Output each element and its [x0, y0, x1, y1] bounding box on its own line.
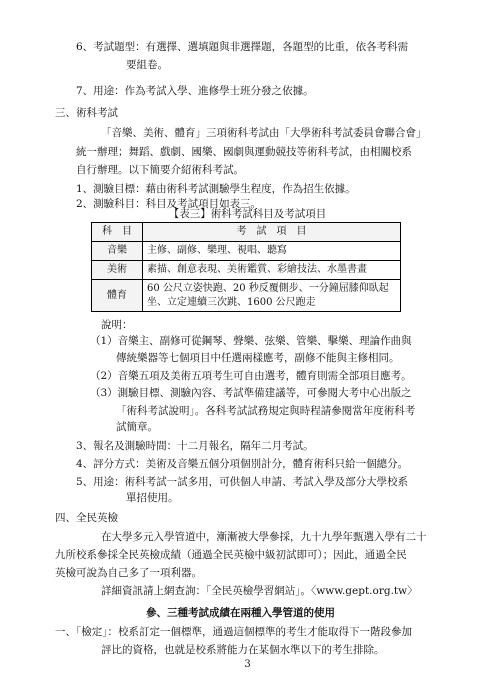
- page-number: 3: [244, 659, 251, 670]
- subjects-table: [91, 222, 401, 312]
- table-header-items: 考 試 項 目: [143, 223, 401, 242]
- body-text-line: 4、評分方式：美術及音樂五個分項個別計分，體育術科只給一個總分。: [76, 458, 409, 470]
- table-cell-items: 60 公尺立姿快跑、20 秒反覆側步、一分鐘屈膝仰臥起坐、立定連續三次跳、1600 公尺跑走: [143, 280, 401, 312]
- body-text-line: 3、報名及測驗時間：十二月報名，隔年二月考試。: [76, 440, 314, 452]
- chapter-heading: 參、三種考試成績在兩種入學管道的使用: [146, 607, 335, 619]
- body-text-line: 6、考試題型：有選擇、選填題與非選擇題，各題型的比重，依各考科需: [76, 41, 409, 53]
- table-row: [92, 280, 401, 312]
- body-text-line: 要組卷。: [126, 59, 168, 71]
- table-cell-items: 主修、副修、樂理、視唱、聽寫: [143, 242, 401, 261]
- body-text-line: （3）測驗目標、測驗內容、考試準備建議等，可參閱大考中心出版之: [90, 387, 412, 399]
- table-cell-subject: 美術: [92, 261, 143, 280]
- body-text-line: （2）音樂五項及美術五項考生可自由選考，體育則需全部項目應考。: [90, 370, 412, 382]
- table-header-row: [92, 223, 401, 242]
- table-header-subject: 科 目: [92, 223, 143, 242]
- body-text-line: 九所校系參採全民英檢成績（通過全民英檢中級初試即可）；因此，通過全民: [55, 549, 407, 561]
- body-text-line: 自行辦理。以下簡要介紹術科考試。: [76, 164, 244, 176]
- body-text-line: 7、用途：作為考試入學、進修學士班分發之依據。: [76, 85, 314, 97]
- table-cell-subject: 音樂: [92, 242, 143, 261]
- body-text-line: 詳細資訊請上網查詢：「全民英檢學習網站」。〈www.gept.org.tw〉: [101, 585, 418, 597]
- body-text-line: （1）音樂主、副修可從鋼琴、聲樂、弦樂、管樂、擊樂、理論作曲與: [90, 335, 412, 347]
- section-heading: 四、全民英檢: [55, 512, 118, 524]
- body-text-line: 統一辦理；舞蹈、戲劇、國樂、國劇與運動競技等術科考試，由相關校系: [76, 146, 412, 158]
- section-heading: 三、術科考試: [55, 107, 118, 119]
- table-cell-items: 素描、創意表現、美術鑑賞、彩繪技法、水墨書畫: [143, 261, 401, 280]
- body-text-line: 單招使用。: [126, 492, 179, 504]
- body-text-line: 評比的資格，也就是校系將能力在某個水準以下的考生排除。: [101, 644, 385, 656]
- table-caption: 【表三】術科考試科目及考試項目: [168, 208, 327, 220]
- body-text-line: 試簡章。: [116, 421, 158, 433]
- body-text-line: 5、用途：術科考試一試多用，可供個人申請、考試入學及部分大學校系: [76, 476, 409, 488]
- body-text-line: 在大學多元入學管道中，漸漸被大學參採，九十九學年甄選入學有二十: [101, 531, 427, 543]
- body-text-line: 1、測驗目標：藉由術科考試測驗學生程度，作為招生依據。: [76, 183, 356, 195]
- table-row: [92, 242, 401, 261]
- body-text-line: 一、「檢定」：校系訂定一個標準，通過這個標準的考生才能取得下一階段參加: [55, 626, 412, 638]
- body-text-line: 2、測驗科目：科目及考試項目如表三。: [76, 198, 262, 210]
- body-text-line: 傳統樂器等七個項目中任選兩樣應考，副修不能與主修相同。: [116, 352, 400, 364]
- body-text-line: 說明：: [101, 319, 133, 331]
- body-text-line: 「音樂、美術、體育」三項術科考試由「大學術科考試委員會聯合會」: [101, 127, 427, 139]
- body-text-line: 英檢可說為自己多了一項利器。: [55, 567, 202, 579]
- table-row: [92, 261, 401, 280]
- table-cell-subject: 體育: [92, 280, 143, 312]
- body-text-line: 「術科考試說明」。各科考試試務規定與時程請參閱當年度術科考: [116, 405, 416, 417]
